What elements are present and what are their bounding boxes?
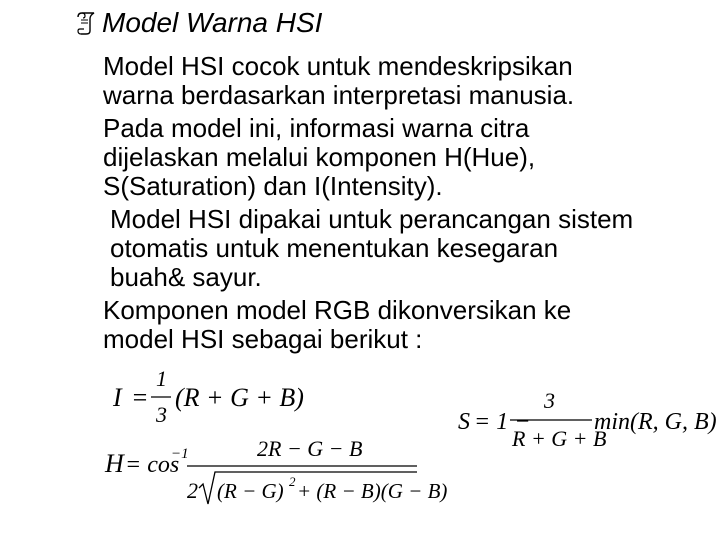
paragraph-conversion: Komponen model RGB dikonversikan ke model HSI sebagai berikut :	[103, 295, 572, 354]
svg-text:3: 3	[156, 402, 167, 427]
paragraph-hsi-description: Model HSI cocok untuk mendeskripsikan warna berdasarkan interpretasi manusia.	[103, 51, 575, 110]
svg-text:(R − G): (R − G)	[217, 479, 284, 503]
svg-text:I: I	[113, 383, 122, 412]
svg-text:S: S	[458, 409, 470, 435]
svg-text:2: 2	[289, 474, 296, 489]
slide-heading	[72, 7, 322, 39]
svg-text:H: H	[105, 449, 124, 478]
formula-intensity	[113, 366, 304, 428]
scroll-bullet-icon	[72, 7, 102, 39]
svg-text:+ (R − B)(G − B): + (R − B)(G − B)	[297, 479, 448, 503]
formula-hue	[105, 432, 448, 510]
svg-text:3: 3	[544, 388, 555, 413]
svg-text:=: =	[131, 383, 149, 412]
svg-text:= cos: = cos	[125, 452, 180, 478]
svg-text:2: 2	[187, 478, 198, 503]
formula-saturation	[458, 384, 718, 456]
svg-text:2R − G − B: 2R − G − B	[257, 436, 363, 461]
svg-text:−1: −1	[171, 446, 189, 462]
heading-text: Model Warna HSI	[102, 7, 323, 38]
paragraph-application: Model HSI dipakai untuk perancangan sistem otomatis untuk menentukan kesegaran buah& sayur.	[110, 204, 634, 292]
svg-text:= 1 −: = 1 −	[474, 409, 531, 435]
paragraph-components: Pada model ini, informasi warna citra dijelaskan melalui komponen H(Hue), S(Saturation) dan I(Intensity).	[103, 113, 536, 201]
svg-text:(R + G + B): (R + G + B)	[175, 383, 304, 412]
svg-text:R + G + B: R + G + B	[512, 426, 607, 451]
svg-text:min(R, G, B): min(R, G, B)	[594, 409, 717, 435]
svg-text:1: 1	[156, 366, 167, 391]
